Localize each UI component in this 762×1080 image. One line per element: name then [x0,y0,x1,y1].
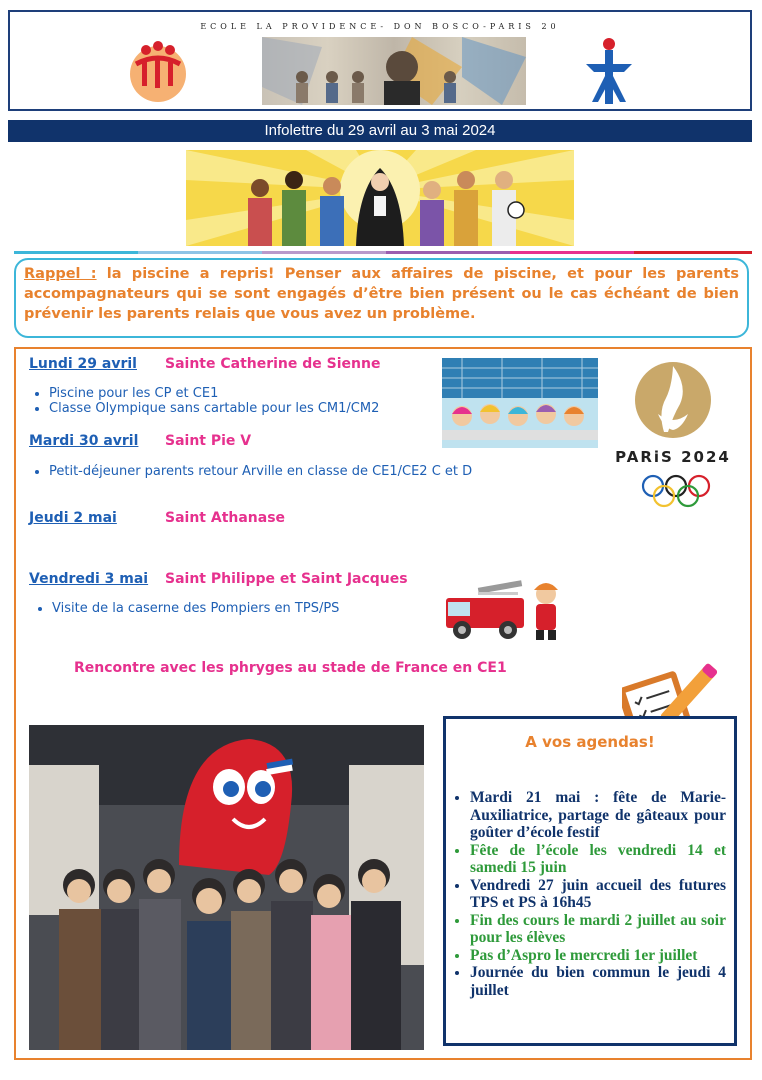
divider-segment [14,251,138,254]
divider-segment [510,251,634,254]
reminder-label: Rappel : [24,266,97,282]
day-items [31,464,472,479]
olympic-rings-icon [640,474,712,508]
saint-name: Sainte Catherine de Sienne [165,356,381,372]
day-title: Mardi 30 avril [29,433,139,449]
divider-segment [634,251,752,254]
list-item: • Piscine pour les CP et CE1 [49,386,379,401]
list-item: • Petit-déjeuner parents retour Arville en classe de CE1/CE2 C et D [49,464,472,479]
swimming-pool-image [442,358,598,448]
reminder-text: la piscine a repris! Penser aux affaires de piscine, et pour les parents accompagnateurs qui se sont engagés d’être bien présent ou le cas échéant de bien prévenir les parents relais que vous avez un problème. [24,266,739,322]
newsletter-title: Infolettre du 29 avril au 3 mai 2024 [8,120,752,142]
list-item: • Classe Olympique sans cartable pour les CM1/CM2 [49,401,379,416]
school-name: ECOLE LA PROVIDENCE- DON BOSCO-PARIS 20 [200,22,560,31]
day-title: Jeudi 2 mai [29,510,117,526]
agenda-item: • Fin des cours le mardi 2 juillet au soir pour les élèves [470,912,726,947]
cross-logo-icon [584,36,634,106]
day-title: Lundi 29 avril [29,356,137,372]
divider-segment [262,251,386,254]
list-item: • Visite de la caserne des Pompiers en TPS/PS [52,601,339,616]
day-title: Vendredi 3 mai [29,571,149,587]
saint-name: Saint Philippe et Saint Jacques [165,571,408,587]
group-photo-image [29,725,424,1050]
agenda-item: • Vendredi 27 juin accueil des futures TPS et PS à 16h45 [470,877,726,912]
agenda-title: A vos agendas! [525,733,655,751]
agenda-item: • Mardi 21 mai : fête de Marie-Auxiliatrice, partage de gâteaux pour goûter d’école festif [470,789,726,842]
day-items [31,386,379,416]
agenda-item: • Pas d’Aspro le mercredi 1er juillet [470,947,726,965]
divider-segment [386,251,510,254]
fire-truck-image [442,578,572,644]
reminder-box [14,258,749,338]
agenda-item: • Fête de l’école les vendredi 14 et samedi 15 juin [470,842,726,877]
header [8,10,752,111]
meeting-announcement: Rencontre avec les phryges au stade de France en CE1 [74,660,507,676]
agenda-box [443,716,737,1046]
agenda-list [454,789,726,999]
saint-name: Saint Pie V [165,433,252,449]
saint-name: Saint Athanase [165,510,286,526]
paris-2024-text: PARiS 2024 [615,448,731,466]
day-items [34,601,339,616]
header-mural-image [262,37,526,105]
divider-segment [138,251,262,254]
agenda-item: • Journée du bien commun le jeudi 4 juillet [470,964,726,999]
salesian-logo-icon [122,38,194,104]
banner-illustration [186,150,574,246]
